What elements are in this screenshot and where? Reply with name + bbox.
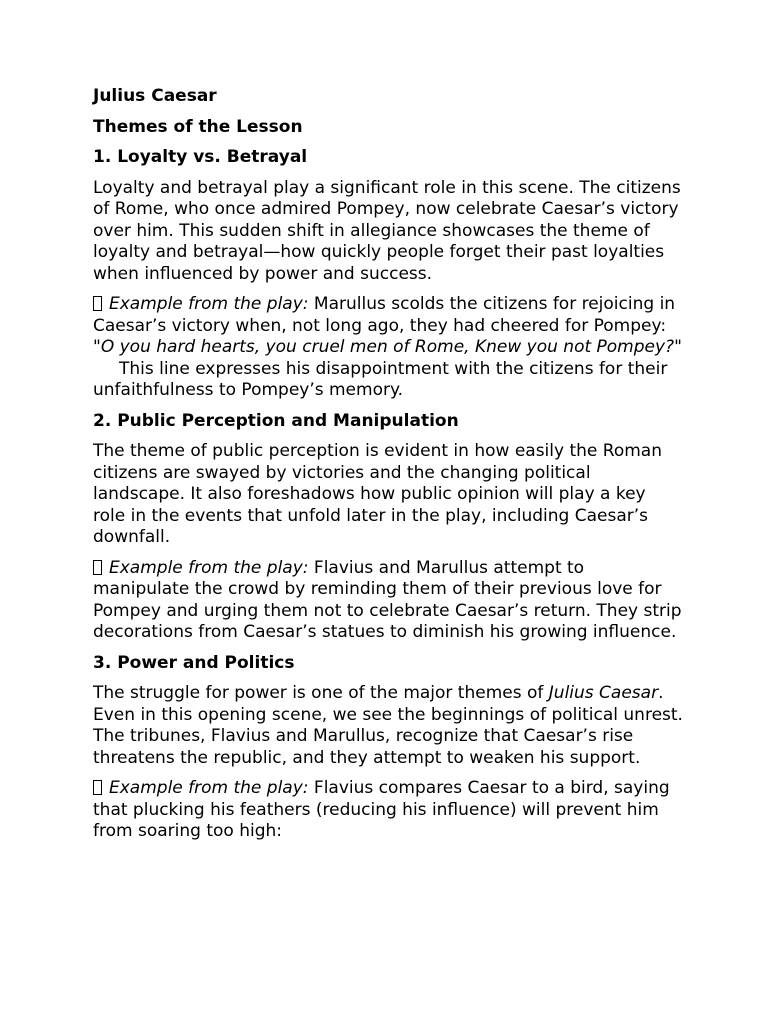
example-paragraph-loyalty [93, 294, 683, 402]
quote-explanation: This line expresses his disappointment with the citizens for their unfaithfulness to Pompey’s memory. [93, 358, 668, 400]
example-paragraph-perception [93, 558, 683, 644]
section-heading-power: 3. Power and Politics [93, 652, 295, 673]
document-title: Julius Caesar [93, 86, 217, 106]
section-paragraph-loyalty: Loyalty and betrayal play a significant role in this scene. The citizens of Rome, who once admired Pompey, now celebrate Caesar’s victory over him. This sudden shift in allegiance showcases the theme of loyalty and betrayal—how quickly people forget their past loyalties when influenced by power and success. [93, 177, 681, 284]
missing-glyph-icon [93, 560, 102, 575]
quote-open-mark: " [93, 337, 101, 357]
example-label: Example from the play: [109, 294, 309, 314]
quote-close-mark: " [674, 337, 682, 357]
quote-text: O you hard hearts, you cruel men of Rome, Knew you not Pompey? [100, 337, 675, 357]
section-paragraph-perception: The theme of public perception is evident in how easily the Roman citizens are swayed by victories and the changing political landscape. It also foreshadows how public opinion will play a key role in the events that unfold later in the play, including Caesar’s downfall. [93, 441, 662, 547]
example-text: Flavius and Marullus attempt to manipulate the crowd by reminding them of their previous love for Pompey and urging them not to celebrate Caesar’s return. They strip decorations from Caesar’s statues to diminish his growing influence. [93, 557, 682, 642]
play-title-italic: Julius Caesar [548, 683, 659, 703]
section-paragraph-power [93, 683, 683, 769]
example-label: Example from the play: [109, 778, 309, 798]
missing-glyph-icon [93, 296, 102, 311]
section-heading-loyalty: 1. Loyalty vs. Betrayal [93, 147, 308, 167]
missing-glyph-icon [93, 780, 102, 795]
document-subtitle: Themes of the Lesson [93, 116, 303, 137]
example-text: Flavius compares Caesar to a bird, saying that plucking his feathers (reducing his influence) will prevent him from soaring too high: [93, 778, 670, 841]
paragraph-end: . Even in this opening scene, we see the beginnings of political unrest. The tribunes, Flavius and Marullus, recognize that Caesar’s rise threatens the republic, and they attempt to weaken his support. [93, 683, 683, 768]
document-page [93, 86, 683, 852]
example-text: Marullus scolds the citizens for rejoicing in Caesar’s victory when, not long ago, they had cheered for Pompey: [93, 294, 676, 336]
section-heading-perception: 2. Public Perception and Manipulation [93, 410, 459, 431]
example-paragraph-power [93, 778, 683, 843]
example-label: Example from the play: [109, 557, 309, 578]
paragraph-start: The struggle for power is one of the major themes of [93, 683, 549, 703]
